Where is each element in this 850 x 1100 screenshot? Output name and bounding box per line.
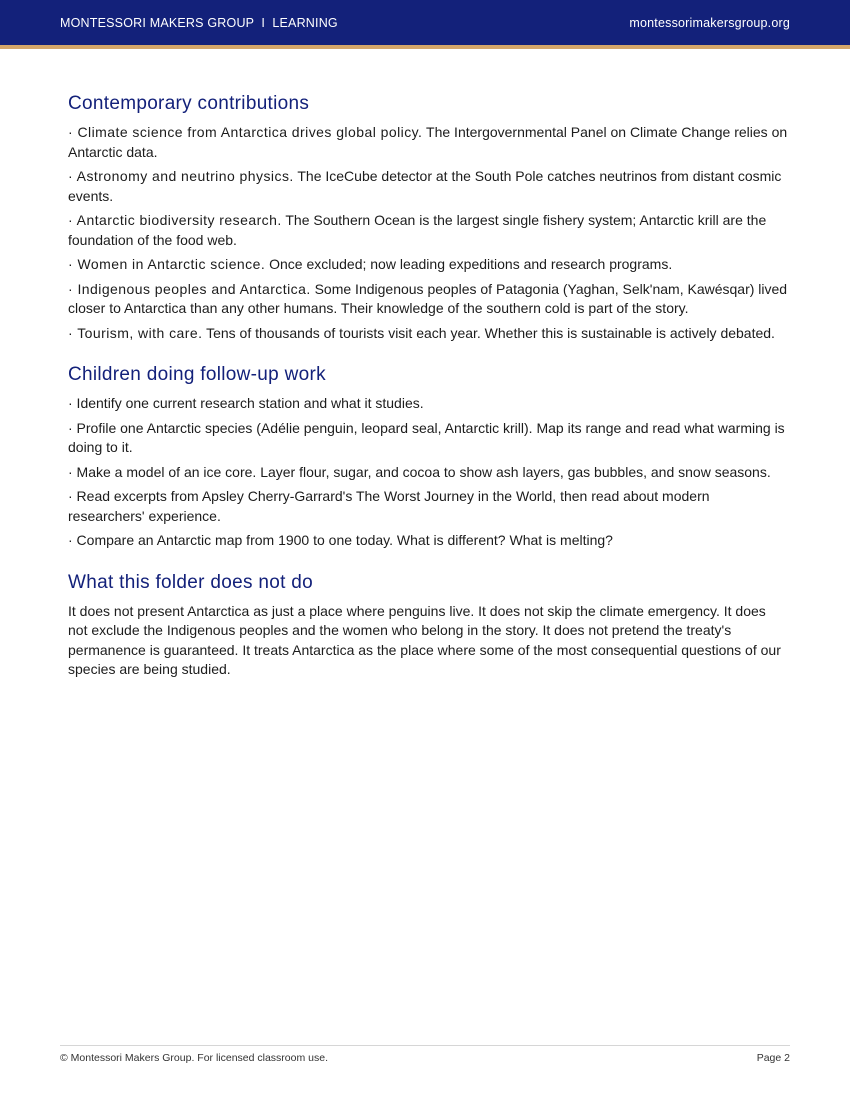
section-heading: Contemporary contributions [68, 93, 310, 114]
list-item [68, 324, 788, 344]
list-item [68, 280, 788, 319]
header-divider [0, 45, 850, 49]
list-item: · Make a model of an ice core. Layer flour, sugar, and cocoa to show ash layers, gas bubbles, and snow seasons. [68, 463, 771, 480]
list-item [68, 211, 788, 250]
header-bar [0, 0, 850, 45]
item-lead: · Climate science from Antarctica drives global policy. [68, 124, 423, 140]
page-content [68, 92, 788, 700]
list-item [68, 255, 788, 275]
item-text: Once excluded; now leading expeditions and research programs. [265, 256, 673, 272]
item-lead: · Antarctic biodiversity research. [68, 212, 282, 228]
item-lead: · Tourism, with care. [68, 324, 203, 341]
item-lead: · Indigenous peoples and Antarctica. [68, 280, 311, 297]
list-item [68, 167, 788, 206]
header-title: MONTESSORI MAKERS GROUP I LEARNING [60, 15, 338, 30]
page-footer [60, 1045, 790, 1064]
section-heading: Children doing follow-up work [68, 364, 326, 385]
item-text: The IceCube detector at the South Pole catches neutrinos from distant cosmic events. [68, 168, 782, 204]
page-number: Page 2 [756, 1052, 790, 1064]
section-contemporary-contributions [68, 92, 788, 343]
list-item: · Read excerpts from Apsley Cherry-Garrard's The Worst Journey in the World, then read about modern researchers' experience. [68, 488, 710, 524]
section-follow-up-work [68, 363, 788, 551]
header-website: montessorimakersgroup.org [629, 15, 790, 30]
item-text: The Southern Ocean is the largest single fishery system; Antarctic krill are the foundation of the food web. [68, 212, 767, 248]
list-item: · Compare an Antarctic map from 1900 to one today. What is different? What is melting? [68, 532, 613, 548]
list-item [68, 123, 788, 162]
body-paragraph: It does not present Antarctica as just a place where penguins live. It does not skip the climate emergency. It does not exclude the Indigenous peoples and the women who belong in the story. It does not pretend the treaty's permanence is guaranteed. It treats Antarctica as the place where some of the most consequential questions of our species are being studied. [68, 602, 781, 677]
item-text: Tens of thousands of tourists visit each year. Whether this is sustainable is actively debated. [202, 324, 775, 341]
section-heading: What this folder does not do [68, 571, 313, 593]
list-item: · Profile one Antarctic species (Adélie penguin, leopard seal, Antarctic krill). Map its range and read what warming is doing to it. [68, 419, 785, 455]
section-folder-does-not-do [68, 571, 788, 680]
list-item: · Identify one current research station and what it studies. [68, 395, 424, 411]
item-lead: · Astronomy and neutrino physics. [68, 168, 294, 184]
footer-copyright: © Montessori Makers Group. For licensed classroom use. [60, 1052, 328, 1064]
item-lead: · Women in Antarctic science. [68, 256, 266, 272]
item-text: Some Indigenous peoples of Patagonia (Yaghan, Selk'nam, Kawésqar) lived closer to Antarctica than any other humans. Their knowledge of the southern cold is part of the story. [68, 280, 788, 316]
item-text: The Intergovernmental Panel on Climate Change relies on Antarctic data. [68, 124, 788, 160]
